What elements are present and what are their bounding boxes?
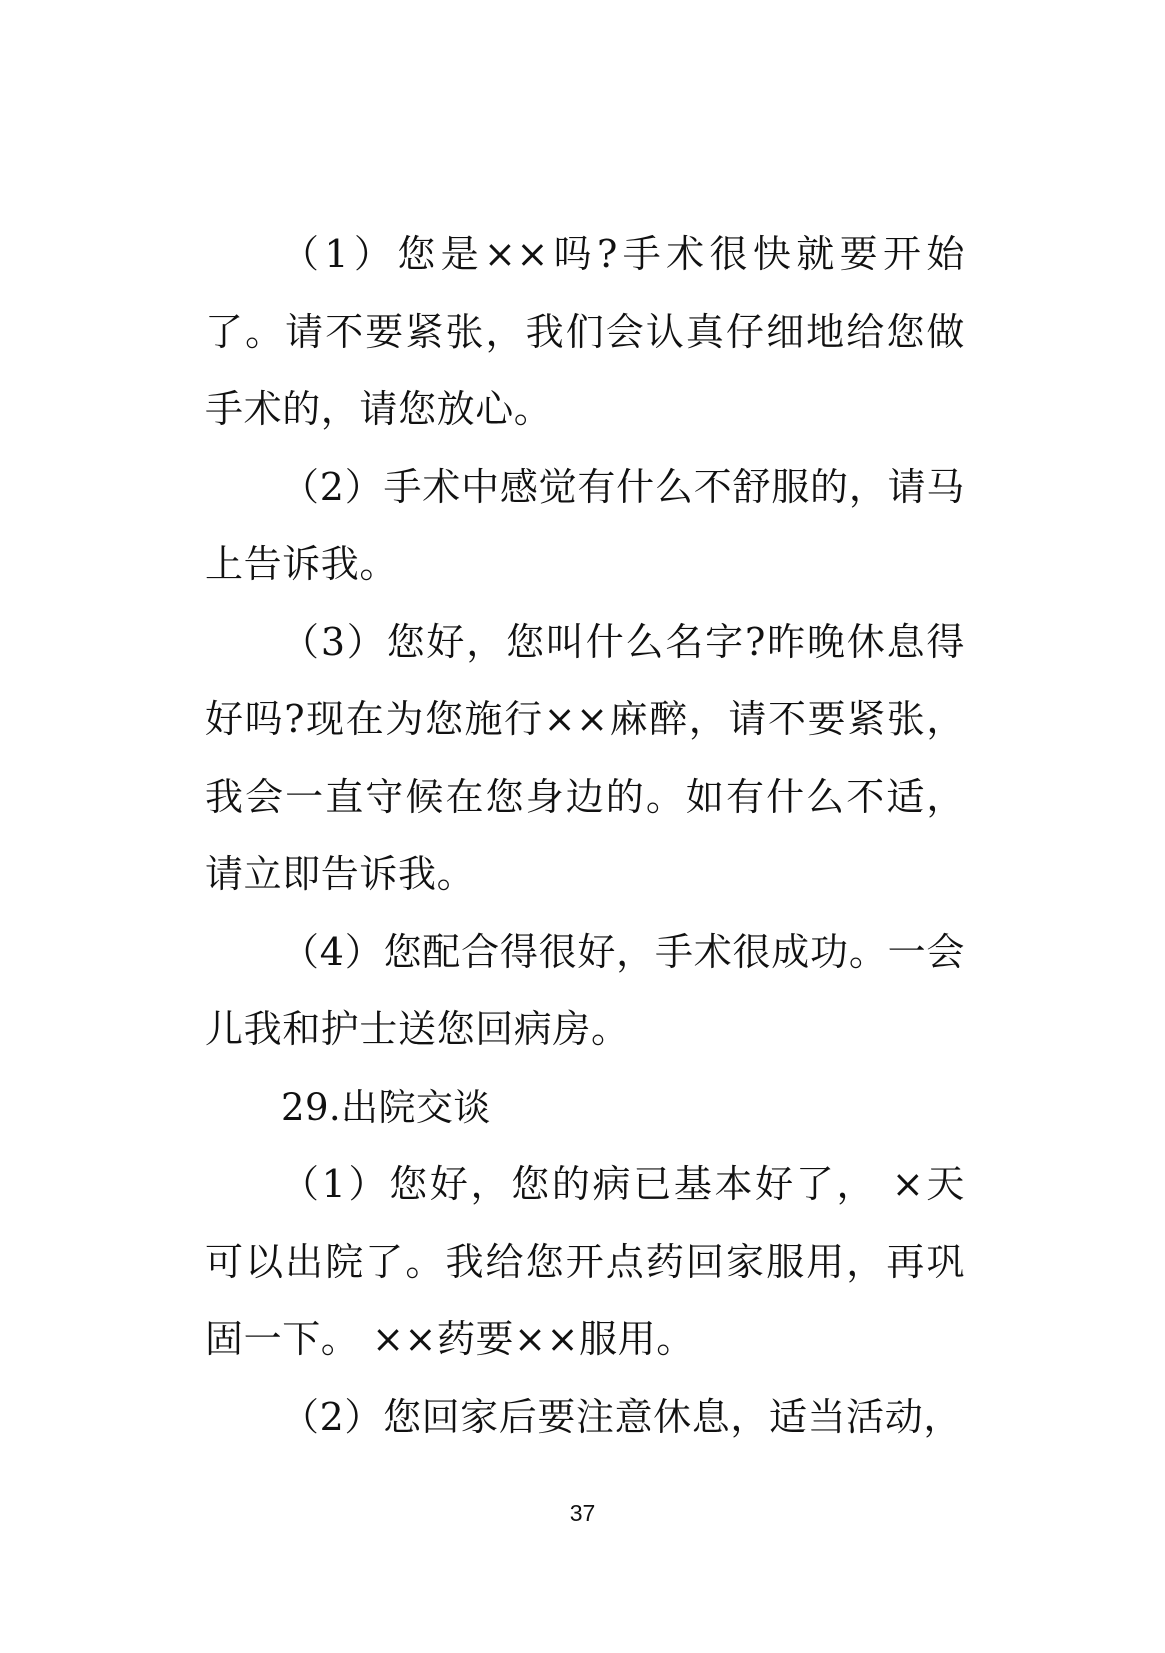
- section-heading-discharge-talk: 29.出院交谈: [281, 1085, 491, 1129]
- paragraph-surgery-success: （4）您配合得很好，手术很成功。一会儿我和护士送您回病房。: [205, 929, 965, 1051]
- paragraph-surgery-reassurance: （1）您是××吗?手术很快就要开始了。请不要紧张，我们会认真仔细地给您做手术的，请您放心。: [205, 232, 965, 431]
- paragraph-discharge-rest: （2）您回家后要注意休息，适当活动，: [281, 1394, 962, 1439]
- page-number: 37: [569, 1500, 596, 1526]
- paragraph-surgery-discomfort: （2）手术中感觉有什么不舒服的，请马上告诉我。: [205, 464, 965, 586]
- paragraph-anesthesia: （3）您好，您叫什么名字?昨晚休息得好吗?现在为您施行××麻醉，请不要紧张，我会一直守候在您身边的。如有什么不适，请立即告诉我。: [205, 619, 965, 896]
- paragraph-discharge-medication: （1）您好，您的病已基本好了， ×天可以出院了。我给您开点药回家服用，再巩固一下。 ××药要××服用。: [205, 1162, 965, 1361]
- page-body: [205, 216, 965, 1456]
